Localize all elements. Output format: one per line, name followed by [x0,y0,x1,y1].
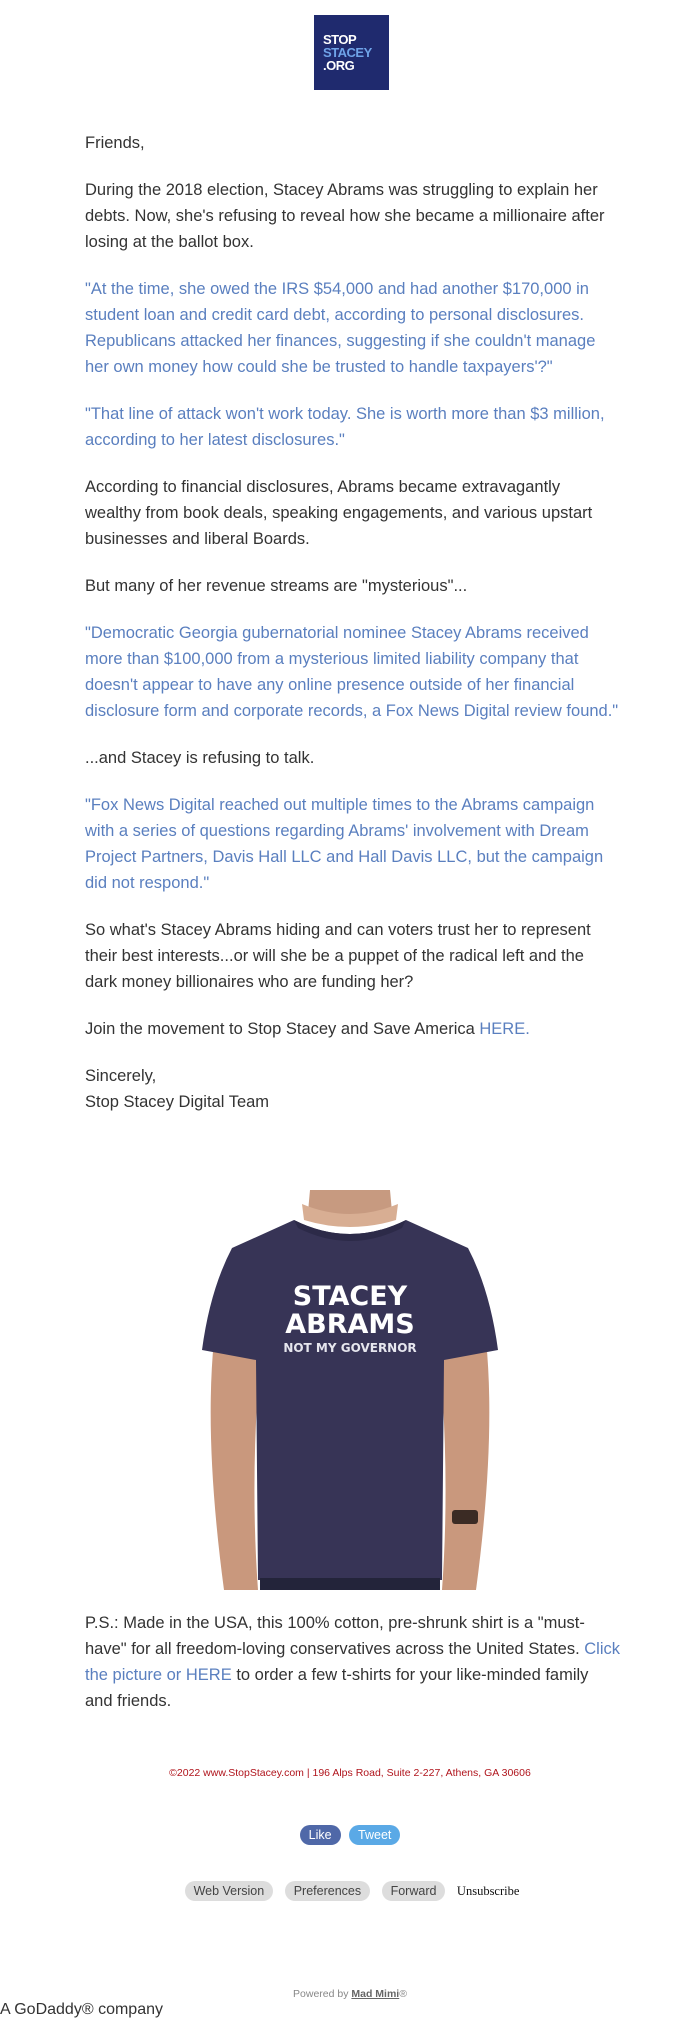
logo-line-1: STOP [323,32,357,47]
ps-text-1: P.S.: Made in the USA, this 100% cotton, pre-shrunk shirt is a "must-have" for all freedom-loving conservatives across the United States. [85,1614,585,1658]
shirt-print-line-3: NOT MY GOVERNOR [283,1341,417,1355]
paragraph-disclosures: According to financial disclosures, Abrams became extravagantly wealthy from book deals, speaking engagements, and various upstart businesses and liberal Boards. [85,478,593,548]
postscript [85,1610,620,1714]
tshirt-illustration [190,1190,510,1590]
unsubscribe-link[interactable]: Unsubscribe [456,1884,520,1898]
shirt-print-line-2: ABRAMS [285,1309,415,1340]
mad-mimi-link[interactable]: Mad Mimi [351,1988,400,2000]
tweet-button[interactable]: Tweet [349,1825,400,1845]
quote-no-response: "Fox News Digital reached out multiple times to the Abrams campaign with a series of questions regarding Abrams' involvement with Dream Project Partners, Davis Hall LLC and Hall Davis LLC, but the campaign did not respond." [85,796,604,892]
quote-llc: "Democratic Georgia gubernatorial nominee Stacey Abrams received more than $100,000 from a mysterious limited liability company that doesn't appear to have any online presence outside of her financial disclosure form and corporate records, a Fox News Digital review found." [85,624,619,720]
greeting: Friends, [85,134,145,152]
paragraph-question: So what's Stacey Abrams hiding and can voters trust her to represent their best interests...or will she be a puppet of the radical left and the dark money billionaires who are funding her? [85,921,591,991]
social-buttons [0,1825,700,1845]
order-shirt-link[interactable]: Click the picture or HERE [85,1640,621,1684]
join-here-link[interactable]: HERE. [479,1020,530,1038]
quote-irs-debt: "At the time, she owed the IRS $54,000 and had another $170,000 in student loan and credit card debt, according to personal disclosures. Republicans attacked her finances, suggesting if she couldn't manage her own money how could she be trusted to handle taxpayers'?" [85,280,596,376]
paragraph-refusing: ...and Stacey is refusing to talk. [85,749,315,767]
signature-team: Stop Stacey Digital Team [85,1093,270,1111]
join-text: Join the movement to Stop Stacey and Save America [85,1020,480,1038]
preferences-link[interactable]: Preferences [285,1881,370,1901]
tshirt-image[interactable] [190,1190,510,1590]
shirt-print-line-1: STACEY [292,1281,408,1312]
powered-by [0,1987,700,2001]
ps-text-2: to order a few t-shirts for your like-minded family and friends. [85,1666,589,1710]
godaddy-company: A GoDaddy® company [0,2001,163,2018]
signature-closing: Sincerely, [85,1067,157,1085]
logo-line-3: .ORG [323,58,355,73]
web-version-link[interactable]: Web Version [185,1881,274,1901]
footer-links [0,1881,700,1901]
facebook-like-button[interactable]: Like [300,1825,341,1845]
paragraph-revenue-streams: But many of her revenue streams are "mysterious"... [85,577,468,595]
paragraph-intro: During the 2018 election, Stacey Abrams was struggling to explain her debts. Now, she's refusing to reveal how she became a millionaire after losing at the ballot box. [85,181,605,251]
stop-stacey-logo[interactable] [314,15,389,90]
email-body [85,130,620,1136]
powered-by-text: Powered by [293,1988,352,2000]
paragraph-join [85,1016,620,1042]
signature [85,1063,620,1115]
forward-link[interactable]: Forward [382,1881,446,1901]
quote-net-worth: "That line of attack won't work today. She is worth more than $3 million, according to her latest disclosures." [85,405,605,449]
logo-line-2: STACEY [323,45,372,60]
footer-address: ©2022 www.StopStacey.com | 196 Alps Road, Suite 2-227, Athens, GA 30606 [169,1767,531,1779]
registered-mark: ® [399,1988,407,2000]
